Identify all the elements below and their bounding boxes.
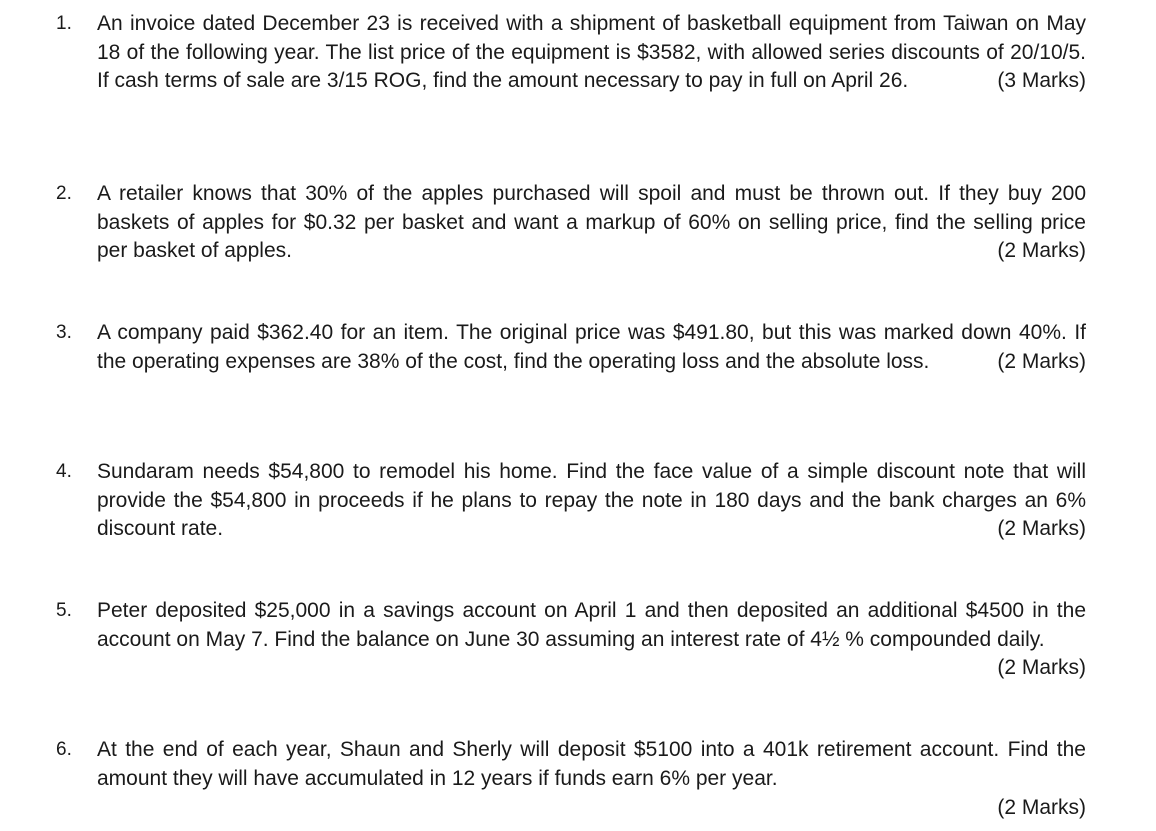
question-marks: (2 Marks) — [997, 796, 1086, 819]
question-marks: (2 Marks) — [997, 239, 1086, 262]
question-marks: (3 Marks) — [997, 69, 1086, 92]
question-body — [97, 458, 1086, 544]
question-text: A retailer knows that 30% of the apples purchased will spoil and must be thrown out. If they buy 200 baskets of apples for $0.32 per basket and want a markup of 60% on selling price, find the selling price per basket of apples. — [97, 182, 1086, 262]
question-text: An invoice dated December 23 is received with a shipment of basketball equipment from Taiwan on May 18 of the following year. The list price of the equipment is $3582, with allowed series discounts of 20/10/5. If cash terms of sale are 3/15 ROG, find the amount necessary to pay in full on April 26. — [97, 12, 1086, 92]
question-marks: (2 Marks) — [997, 517, 1086, 540]
question-number: 3. — [56, 322, 72, 343]
question-number: 5. — [56, 600, 72, 621]
question-text: At the end of each year, Shaun and Sherly will deposit $5100 into a 401k retirement account. Find the amount they will have accumulated in 12 years if funds earn 6% per year. — [97, 738, 1086, 790]
question-body — [97, 319, 1086, 376]
question-body — [97, 180, 1086, 266]
question-number: 4. — [56, 461, 72, 482]
question-text: A company paid $362.40 for an item. The original price was $491.80, but this was marked down 40%. If the operating expenses are 38% of the cost, find the operating loss and the absolute loss. — [97, 321, 1086, 373]
question-body — [97, 597, 1086, 683]
question-text: Peter deposited $25,000 in a savings account on April 1 and then deposited an additional $4500 in the account on May 7. Find the balance on June 30 assuming an interest rate of 4½ % compounded daily. — [97, 599, 1086, 651]
question-marks: (2 Marks) — [997, 349, 1086, 373]
question-number: 2. — [56, 183, 72, 204]
question-marks: (2 Marks) — [997, 656, 1086, 679]
question-number: 6. — [56, 739, 72, 760]
question-body — [97, 736, 1086, 823]
question-text: Sundaram needs $54,800 to remodel his home. Find the face value of a simple discount note that will provide the $54,800 in proceeds if he plans to repay the note in 180 days and the bank charges an 6% discount rate. — [97, 460, 1086, 540]
question-number: 1. — [56, 13, 72, 34]
question-body — [97, 10, 1086, 96]
